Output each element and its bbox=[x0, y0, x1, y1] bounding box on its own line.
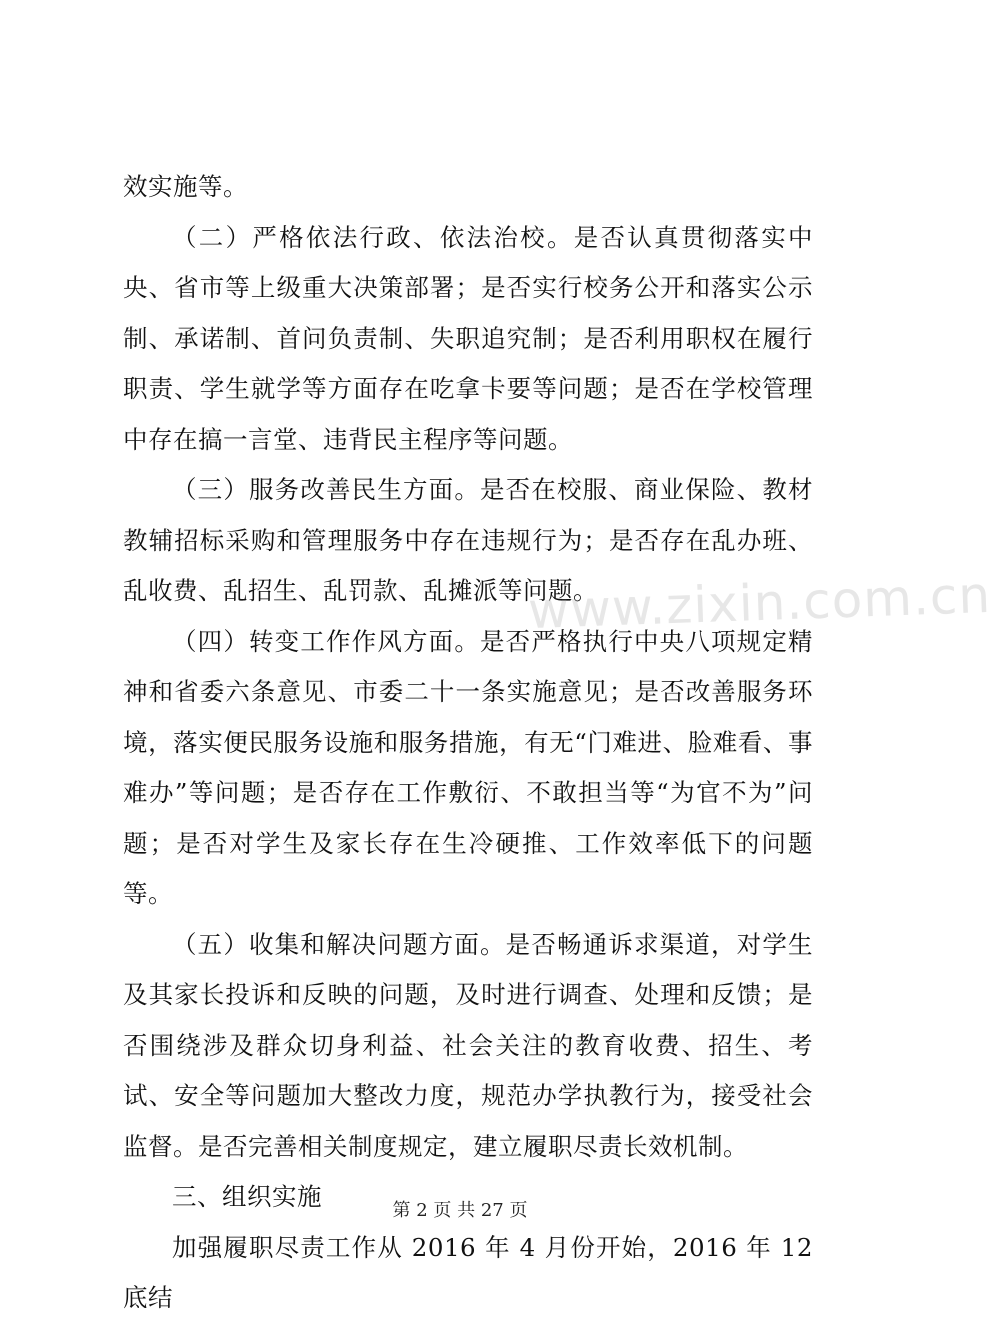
paragraph-section-3: （三）服务改善民生方面。是否在校服、商业保险、教材教辅招标采购和管理服务中存在违规行为；是否存在乱办班、乱收费、乱招生、乱罚款、乱摊派等问题。 bbox=[123, 475, 813, 605]
paragraph-section-5: （五）收集和解决问题方面。是否畅通诉求渠道，对学生及其家长投诉和反映的问题，及时进行调查、处理和反馈；是否围绕涉及群众切身利益、社会关注的教育收费、招生、考试、安全等问题加大整改力度，规范办学执教行为，接受社会监督。是否完善相关制度规定，建立履职尽责长效机制。 bbox=[123, 929, 813, 1161]
watermark: www.zixin.com.cn bbox=[527, 565, 992, 641]
paragraph-implementation: 加强履职尽责工作从 2016 年 4 月份开始，2016 年 12 底结 bbox=[123, 1232, 813, 1312]
heading-organization: 三、组织实施 bbox=[172, 1182, 322, 1211]
paragraph-section-4: （四）转变工作作风方面。是否严格执行中央八项规定精神和省委六条意见、市委二十一条实施意见；是否改善服务环境，落实便民服务设施和服务措施，有无“门难进、脸难看、事难办”等问题；是否存在工作敷衍、不敢担当等“为官不为”问题；是否对学生及家长存在生冷硬推、工作效率低下的问题等。 bbox=[123, 626, 813, 908]
paragraph-continuation: 效实施等。 bbox=[123, 172, 248, 201]
paragraph-section-2: （二）严格依法行政、依法治校。是否认真贯彻落实中央、省市等上级重大决策部署；是否实行校务公开和落实公示制、承诺制、首问负责制、失职追究制；是否利用职权在履行职责、学生就学等方面存在吃拿卡要等问题；是否在学校管理中存在搞一言堂、违背民主程序等问题。 bbox=[123, 222, 813, 454]
page-number-footer: 第 2 页 共 27 页 bbox=[392, 1200, 528, 1221]
document-body bbox=[123, 162, 813, 1324]
